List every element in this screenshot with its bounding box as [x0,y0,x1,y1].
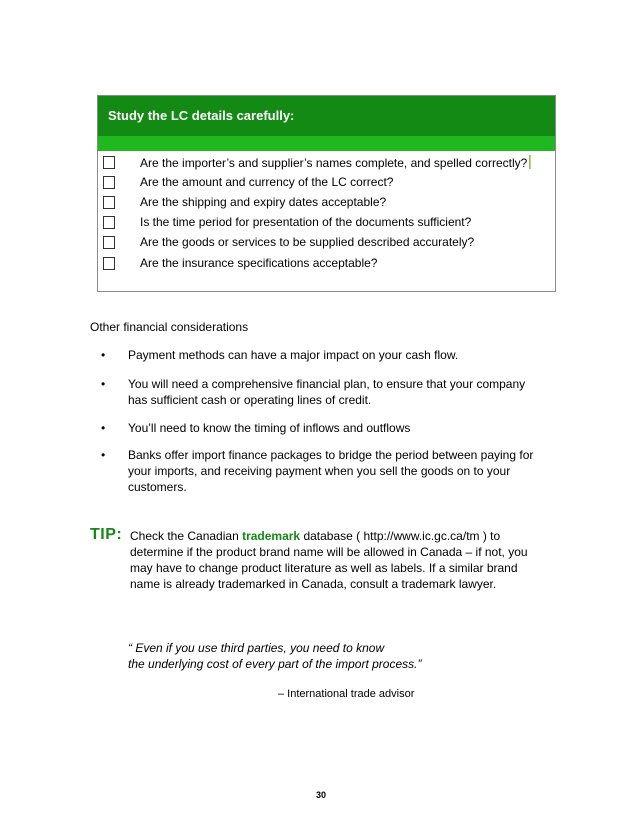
lc-checklist-box [97,95,556,292]
checklist-item-label: Are the shipping and expiry dates acceptable? [140,195,387,209]
text-cursor-icon [529,155,531,169]
list-item-text: Banks offer import finance packages to bridge the period between paying for [128,448,534,462]
bullet-icon: • [101,377,106,391]
list-item-text: Payment methods can have a major impact on your cash flow. [128,348,459,362]
checklist-item-label: Are the importer’s and supplier’s names complete, and spelled correctly? [140,155,531,170]
list-item-text: has sufficient cash or operating lines of credit. [128,393,372,407]
bullet-icon: • [101,348,106,362]
list-item-text: customers. [128,480,187,494]
bullet-icon: • [101,448,106,462]
checkbox[interactable] [103,156,115,169]
checkbox[interactable] [103,236,115,249]
checkbox[interactable] [103,257,115,270]
bullet-icon: • [101,421,106,435]
checklist-item[interactable] [98,254,555,273]
list-item-text: You’ll need to know the timing of inflows and outflows [128,421,411,435]
checkbox[interactable] [103,216,115,229]
checklist-item[interactable] [98,233,555,252]
quote-attribution: – International trade advisor [278,688,415,700]
checklist-item-label: Are the goods or services to be supplied described accurately? [140,235,475,249]
checklist-item[interactable] [98,173,555,192]
tip-body: Check the Canadian trademark database ( http://www.ic.gc.ca/tm ) to determine if the product brand name will be allowed in Canada – if not, you may have to change product literature as well as labels. If a similar brand name is already trademarked in Canada, consult a trademark lawyer. [130,529,528,591]
lc-checklist-header [98,96,555,136]
list-item-text: your imports, and receiving payment when you sell the goods on to your [128,464,511,478]
checklist-item-label: Is the time period for presentation of the documents sufficient? [140,215,472,229]
checklist-item-label: Are the insurance specifications acceptable? [140,256,378,270]
advisor-quote: “ Even if you use third parties, you need to know the underlying cost of every part of the import process.” [128,641,422,671]
trademark-keyword: trademark [242,529,301,543]
checklist-item[interactable] [98,213,555,232]
page-number: 30 [316,790,327,800]
lc-checklist-title: Study the LC details carefully: [108,108,295,123]
list-item-text: You will need a comprehensive financial plan, to ensure that your company [128,377,526,391]
checklist-item-label: Are the amount and currency of the LC correct? [140,175,394,189]
checklist-item[interactable] [98,153,555,172]
financial-considerations-heading: Other financial considerations [90,320,249,334]
lc-checklist-header-band [98,136,555,151]
checklist-item[interactable] [98,193,555,212]
checkbox[interactable] [103,176,115,189]
tip-label: TIP: [90,526,123,543]
checkbox[interactable] [103,196,115,209]
